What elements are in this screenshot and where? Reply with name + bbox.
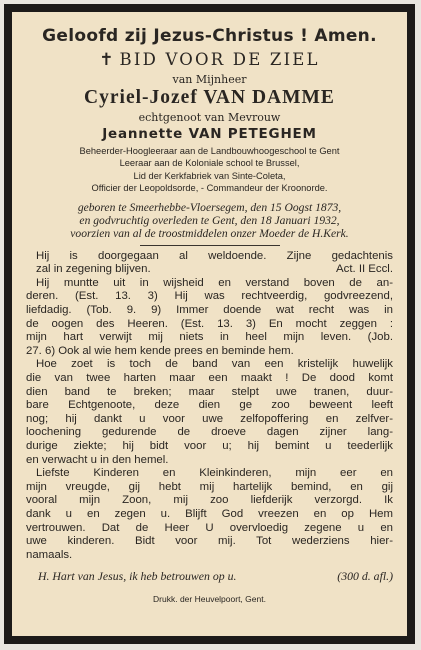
indulgence: (300 d. afl.) (337, 569, 393, 584)
closing-prayer-row (26, 569, 393, 584)
title-line: Lid der Kerkfabriek van Sinte-Coleta, (133, 170, 286, 181)
sacraments-line: voorzien van al de troostmiddelen onzer Moeder de H.Kerk. (70, 226, 349, 240)
deceased-name: Cyriel-Jozef VAN DAMME (84, 87, 335, 108)
eulogy-line: durige ziekte; hij bidt voor u; hij bemint u teederlijk (26, 439, 393, 452)
eulogy-line: deren. (Est. 13. 3) Hij was rechtveerdig, godvreezend, (26, 290, 393, 303)
memorial-card-border (4, 4, 415, 644)
eulogy-line: liefdadig. (Tob. 9. 9) Immer doende wat recht was in (26, 304, 393, 316)
cross-icon: ✝ (99, 50, 114, 70)
eulogy-line: Hij muntte uit in wijsheid en verstand boven de an- (36, 276, 393, 289)
eulogy-line: Liefste Kinderen en Kleinkinderen, mijn eer en (36, 467, 393, 480)
eulogy-line: vertrouwen. Dat de Heer U overvloedig zegene u en (26, 521, 393, 534)
eulogy-line: en verwacht u in den hemel. (26, 453, 169, 466)
wife-name: Jeannette VAN PETEGHEM (102, 126, 317, 142)
title-line: Leeraar aan de Koloniale school te Brussel, (119, 158, 300, 169)
eulogy-line: loochening gedurende de droeve dagen zijner lang- (26, 426, 393, 439)
birth-death-block (26, 201, 393, 240)
eulogy-line: bare Echtgenoote, deze dien ge zoo beweent leeft (26, 399, 393, 412)
eulogy-line: 27. 6) Ook al wie hem kende prees en beminde hem. (26, 344, 294, 357)
eulogy-line: uwe kinderen. Bidt voor mij. Tot wederziens hier- (26, 535, 393, 548)
echtgenoot-line: echtgenoot van Mevrouw (138, 111, 281, 124)
titles-block (26, 145, 393, 195)
verse-ref: Act. II Eccl. (336, 263, 393, 276)
van-mijnheer: van Mijnheer (172, 73, 247, 86)
eulogy-line: nog; hij dankt u voor uwe zelfopoffering en zelfver- (26, 412, 393, 425)
eulogy-line: die van twee harten maar een maakt ! De dood komt (26, 371, 393, 384)
title-line: Beheerder-Hoogleeraar aan de Landbouwhoogeschool te Gent (79, 146, 340, 156)
death-line: en godvruchtig overleden te Gent, den 18 Januari 1932, (79, 213, 340, 227)
prayer-call-text: BID VOOR DE ZIEL (119, 50, 320, 69)
verse-first: Hij is doorgegaan al weldoende. Zijne gedachtenis (36, 249, 393, 262)
verse-block (26, 250, 393, 277)
memorial-card (12, 12, 407, 636)
eulogy-text (26, 277, 393, 562)
verse-second: zal in zegening blijven. (36, 263, 151, 276)
closing-prayer: H. Hart van Jesus, ik heb betrouwen op u. (38, 569, 237, 584)
birth-line: geboren te Smeerhebbe-Vloersegem, den 15 Oogst 1873, (77, 200, 342, 214)
eulogy-line: dien band te breken; maar stelpt uwe tranen, duur- (26, 385, 393, 398)
motto: Geloofd zij Jezus-Christus ! Amen. (42, 26, 377, 46)
eulogy-line: mijn hart verwijt mij niets in heel mijn leven. (Job. (26, 331, 393, 344)
eulogy-line: de oogen des Heeren. (Est. 13. 3) En mocht zeggen : (26, 317, 393, 330)
eulogy-line: vooral mijn Zoon, mij zoo liefderijk verzorgd. Ik (26, 494, 393, 507)
title-line: Officier der Leopoldsorde, - Commandeur der Kroonorde. (91, 183, 328, 194)
prayer-call (26, 50, 393, 70)
printer-credit: Drukk. der Heuvelpoort, Gent. (153, 594, 266, 605)
eulogy-line: namaals. (26, 548, 73, 561)
divider (140, 245, 280, 246)
eulogy-line: Hoe zoet is toch de band van een kristelijk huwelijk (36, 358, 393, 371)
eulogy-line: mijn vreugde, gij hebt mij hartelijk bemind, en gij (26, 480, 393, 493)
eulogy-line: dank u en zegen u. Blijft God vreezen en op Hem (26, 507, 393, 520)
verse-second-row (36, 263, 393, 277)
